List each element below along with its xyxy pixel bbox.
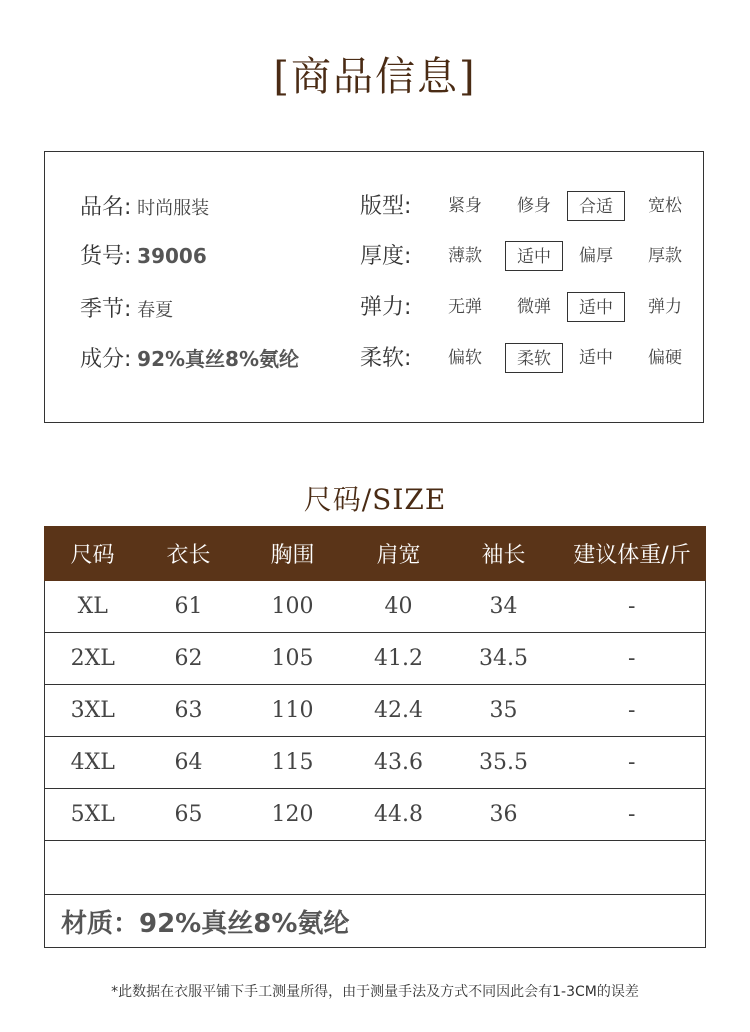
attribute-option-selected: 适中 xyxy=(567,292,625,322)
cell-sleeve: 34.5 xyxy=(449,633,559,685)
attribute-option-selected: 适中 xyxy=(505,241,563,271)
cell-sleeve: 36 xyxy=(449,789,559,841)
cell-shoulder: 41.2 xyxy=(349,633,449,685)
attribute-option-selected: 合适 xyxy=(567,191,625,221)
cell-length: 61 xyxy=(141,581,237,633)
info-name-value: 时尚服装 xyxy=(137,198,210,219)
table-row xyxy=(45,737,706,789)
cell-shoulder: 44.8 xyxy=(349,789,449,841)
attribute-option: 偏软 xyxy=(448,348,482,368)
col-header-chest: 胸围 xyxy=(237,527,349,581)
product-info-box xyxy=(44,151,704,423)
empty-cell xyxy=(45,841,706,895)
cell-chest: 110 xyxy=(237,685,349,737)
cell-weight: - xyxy=(559,633,706,685)
info-composition-value: 92%真丝8%氨纶 xyxy=(137,347,299,371)
size-section-title: 尺码/SIZE xyxy=(303,483,447,516)
attribute-option: 宽松 xyxy=(648,196,682,216)
info-season xyxy=(80,292,173,323)
cell-size: 4XL xyxy=(45,737,141,789)
cell-weight: - xyxy=(559,685,706,737)
cell-chest: 120 xyxy=(237,789,349,841)
cell-size: 3XL xyxy=(45,685,141,737)
attribute-option: 无弹 xyxy=(448,297,482,317)
attribute-option: 薄款 xyxy=(448,246,482,266)
material-text: 材质：92%真丝8%氨纶 xyxy=(45,895,706,948)
info-season-label: 季节: xyxy=(80,297,132,322)
attribute-label: 柔软: xyxy=(360,346,412,371)
cell-size: 2XL xyxy=(45,633,141,685)
attribute-option: 弹力 xyxy=(648,297,682,317)
cell-chest: 115 xyxy=(237,737,349,789)
info-name xyxy=(80,190,209,221)
attribute-option: 修身 xyxy=(517,196,551,216)
measurement-note: *此数据在衣服平铺下手工测量所得，由于测量手法及方式不同因此会有1-3CM的误差 xyxy=(111,984,639,1000)
attribute-option: 偏厚 xyxy=(579,246,613,266)
cell-sleeve: 35.5 xyxy=(449,737,559,789)
page-title: [商品信息] xyxy=(273,54,477,100)
cell-length: 62 xyxy=(141,633,237,685)
col-header-size: 尺码 xyxy=(45,527,141,581)
cell-sleeve: 34 xyxy=(449,581,559,633)
material-row xyxy=(45,895,706,948)
size-table xyxy=(44,526,706,948)
attribute-option: 适中 xyxy=(579,348,613,368)
cell-shoulder: 42.4 xyxy=(349,685,449,737)
table-row-empty xyxy=(45,841,706,895)
cell-shoulder: 43.6 xyxy=(349,737,449,789)
col-header-length: 衣长 xyxy=(141,527,237,581)
col-header-sleeve: 袖长 xyxy=(449,527,559,581)
table-row xyxy=(45,685,706,737)
info-composition-label: 成分: xyxy=(80,347,132,372)
cell-chest: 100 xyxy=(237,581,349,633)
cell-weight: - xyxy=(559,789,706,841)
info-item-no-label: 货号: xyxy=(80,244,132,269)
cell-length: 65 xyxy=(141,789,237,841)
size-table-header xyxy=(45,527,706,581)
attribute-option-selected: 柔软 xyxy=(505,343,563,373)
info-item-no-value: 39006 xyxy=(137,244,207,268)
info-item-no xyxy=(80,239,207,270)
cell-chest: 105 xyxy=(237,633,349,685)
cell-weight: - xyxy=(559,581,706,633)
info-composition xyxy=(80,342,299,373)
cell-sleeve: 35 xyxy=(449,685,559,737)
cell-length: 63 xyxy=(141,685,237,737)
table-row xyxy=(45,789,706,841)
col-header-weight: 建议体重/斤 xyxy=(559,527,706,581)
cell-size: 5XL xyxy=(45,789,141,841)
attribute-option: 微弹 xyxy=(517,297,551,317)
cell-weight: - xyxy=(559,737,706,789)
cell-shoulder: 40 xyxy=(349,581,449,633)
col-header-shoulder: 肩宽 xyxy=(349,527,449,581)
cell-size: XL xyxy=(45,581,141,633)
attribute-option: 偏硬 xyxy=(648,348,682,368)
attribute-option: 厚款 xyxy=(648,246,682,266)
attribute-label: 厚度: xyxy=(360,244,412,269)
attribute-label: 弹力: xyxy=(360,295,412,320)
info-season-value: 春夏 xyxy=(137,300,174,321)
cell-length: 64 xyxy=(141,737,237,789)
table-row xyxy=(45,581,706,633)
table-row xyxy=(45,633,706,685)
attribute-label: 版型: xyxy=(360,194,412,219)
info-name-label: 品名: xyxy=(80,195,132,220)
attribute-option: 紧身 xyxy=(448,196,482,216)
